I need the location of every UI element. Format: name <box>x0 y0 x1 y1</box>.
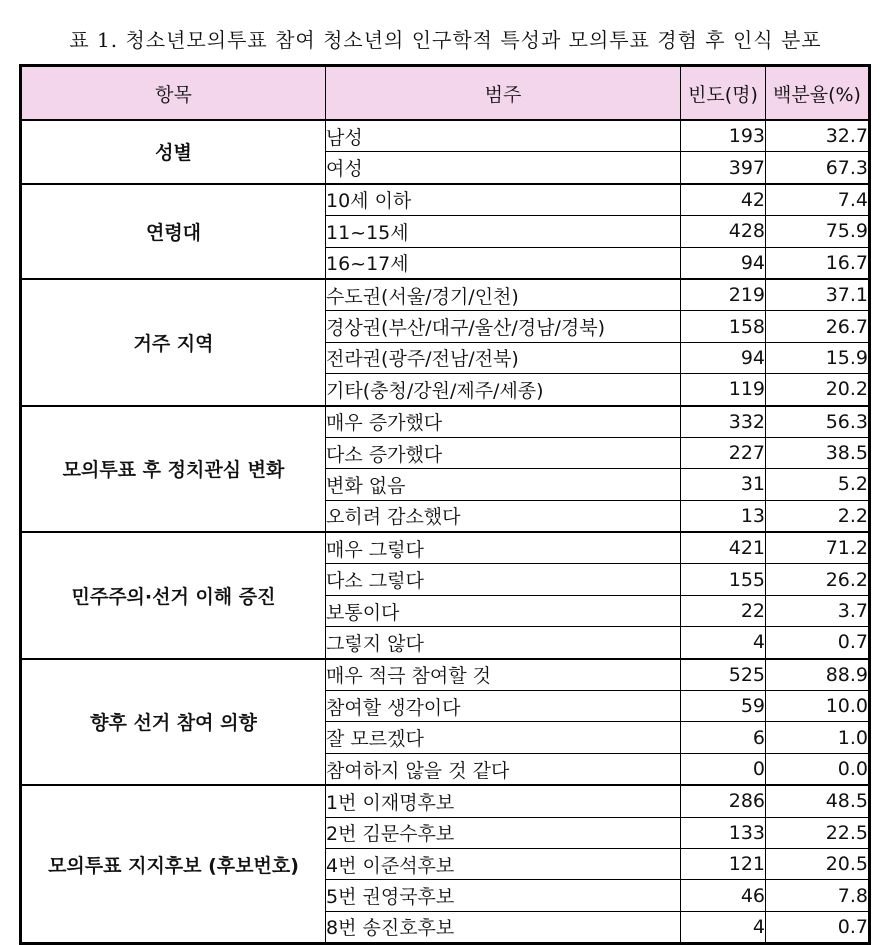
count-cell: 4 <box>681 911 766 943</box>
table-row <box>21 120 870 152</box>
group-label: 모의투표 지지후보 (후보번호) <box>21 785 326 943</box>
percent-cell: 26.7 <box>766 311 870 342</box>
count-cell: 121 <box>681 848 766 879</box>
header-count: 빈도(명) <box>681 66 766 121</box>
count-cell: 119 <box>681 374 766 406</box>
table-group <box>21 120 870 184</box>
group-label: 연령대 <box>21 184 326 279</box>
count-cell: 155 <box>681 564 766 595</box>
count-cell: 133 <box>681 817 766 848</box>
category-cell: 10세 이하 <box>326 184 681 216</box>
percent-cell: 22.5 <box>766 817 870 848</box>
category-cell: 2번 김문수후보 <box>326 817 681 848</box>
count-cell: 4 <box>681 627 766 659</box>
percent-cell: 37.1 <box>766 279 870 311</box>
header-percent: 백분율(%) <box>766 66 870 121</box>
category-cell: 변화 없음 <box>326 469 681 500</box>
percent-cell: 20.5 <box>766 848 870 879</box>
table-group <box>21 184 870 279</box>
table-group <box>21 532 870 659</box>
category-cell: 다소 증가했다 <box>326 437 681 468</box>
count-cell: 286 <box>681 785 766 817</box>
percent-cell: 0.7 <box>766 911 870 943</box>
category-cell: 경상권(부산/대구/울산/경남/경북) <box>326 311 681 342</box>
count-cell: 158 <box>681 311 766 342</box>
count-cell: 525 <box>681 659 766 691</box>
percent-cell: 75.9 <box>766 216 870 247</box>
category-cell: 4번 이준석후보 <box>326 848 681 879</box>
category-cell: 매우 적극 참여할 것 <box>326 659 681 691</box>
percent-cell: 88.9 <box>766 659 870 691</box>
header-item: 항목 <box>21 66 326 121</box>
percent-cell: 15.9 <box>766 342 870 373</box>
table-row <box>21 532 870 564</box>
table-group <box>21 279 870 406</box>
group-label: 성별 <box>21 120 326 184</box>
header-category: 범주 <box>326 66 681 121</box>
table-group <box>21 659 870 786</box>
category-cell: 오히려 감소했다 <box>326 500 681 532</box>
percent-cell: 3.7 <box>766 595 870 626</box>
category-cell: 1번 이재명후보 <box>326 785 681 817</box>
percent-cell: 0.7 <box>766 627 870 659</box>
category-cell: 다소 그렇다 <box>326 564 681 595</box>
count-cell: 193 <box>681 120 766 152</box>
category-cell: 11~15세 <box>326 216 681 247</box>
percent-cell: 2.2 <box>766 500 870 532</box>
count-cell: 31 <box>681 469 766 500</box>
category-cell: 잘 모르겠다 <box>326 722 681 753</box>
table-group <box>21 406 870 533</box>
category-cell: 매우 증가했다 <box>326 406 681 438</box>
table-row <box>21 785 870 817</box>
count-cell: 0 <box>681 753 766 785</box>
category-cell: 8번 송진호후보 <box>326 911 681 943</box>
count-cell: 59 <box>681 691 766 722</box>
percent-cell: 20.2 <box>766 374 870 406</box>
category-cell: 보통이다 <box>326 595 681 626</box>
header-row <box>21 66 870 121</box>
count-cell: 6 <box>681 722 766 753</box>
count-cell: 22 <box>681 595 766 626</box>
category-cell: 그렇지 않다 <box>326 627 681 659</box>
category-cell: 전라권(광주/전남/전북) <box>326 342 681 373</box>
category-cell: 기타(충청/강원/제주/세종) <box>326 374 681 406</box>
percent-cell: 10.0 <box>766 691 870 722</box>
count-cell: 227 <box>681 437 766 468</box>
table-row <box>21 406 870 438</box>
percent-cell: 67.3 <box>766 152 870 184</box>
table-caption: 표 1. 청소년모의투표 참여 청소년의 인구학적 특성과 모의투표 경험 후 인식 분포 <box>69 28 822 52</box>
percent-cell: 7.4 <box>766 184 870 216</box>
count-cell: 397 <box>681 152 766 184</box>
category-cell: 수도권(서울/경기/인천) <box>326 279 681 311</box>
statistics-table <box>19 64 871 945</box>
percent-cell: 56.3 <box>766 406 870 438</box>
category-cell: 16~17세 <box>326 247 681 279</box>
count-cell: 219 <box>681 279 766 311</box>
category-cell: 남성 <box>326 120 681 152</box>
percent-cell: 5.2 <box>766 469 870 500</box>
count-cell: 42 <box>681 184 766 216</box>
group-label: 모의투표 후 정치관심 변화 <box>21 406 326 533</box>
count-cell: 421 <box>681 532 766 564</box>
category-cell: 참여하지 않을 것 같다 <box>326 753 681 785</box>
percent-cell: 0.0 <box>766 753 870 785</box>
group-label: 민주주의·선거 이해 증진 <box>21 532 326 659</box>
count-cell: 13 <box>681 500 766 532</box>
percent-cell: 32.7 <box>766 120 870 152</box>
percent-cell: 16.7 <box>766 247 870 279</box>
count-cell: 46 <box>681 880 766 911</box>
count-cell: 94 <box>681 342 766 373</box>
count-cell: 428 <box>681 216 766 247</box>
group-label: 향후 선거 참여 의향 <box>21 659 326 786</box>
table-row <box>21 659 870 691</box>
group-label: 거주 지역 <box>21 279 326 406</box>
percent-cell: 71.2 <box>766 532 870 564</box>
table-group <box>21 785 870 943</box>
percent-cell: 1.0 <box>766 722 870 753</box>
table-row <box>21 279 870 311</box>
percent-cell: 48.5 <box>766 785 870 817</box>
percent-cell: 26.2 <box>766 564 870 595</box>
category-cell: 5번 권영국후보 <box>326 880 681 911</box>
percent-cell: 7.8 <box>766 880 870 911</box>
category-cell: 참여할 생각이다 <box>326 691 681 722</box>
table-row <box>21 184 870 216</box>
percent-cell: 38.5 <box>766 437 870 468</box>
category-cell: 여성 <box>326 152 681 184</box>
count-cell: 94 <box>681 247 766 279</box>
count-cell: 332 <box>681 406 766 438</box>
category-cell: 매우 그렇다 <box>326 532 681 564</box>
